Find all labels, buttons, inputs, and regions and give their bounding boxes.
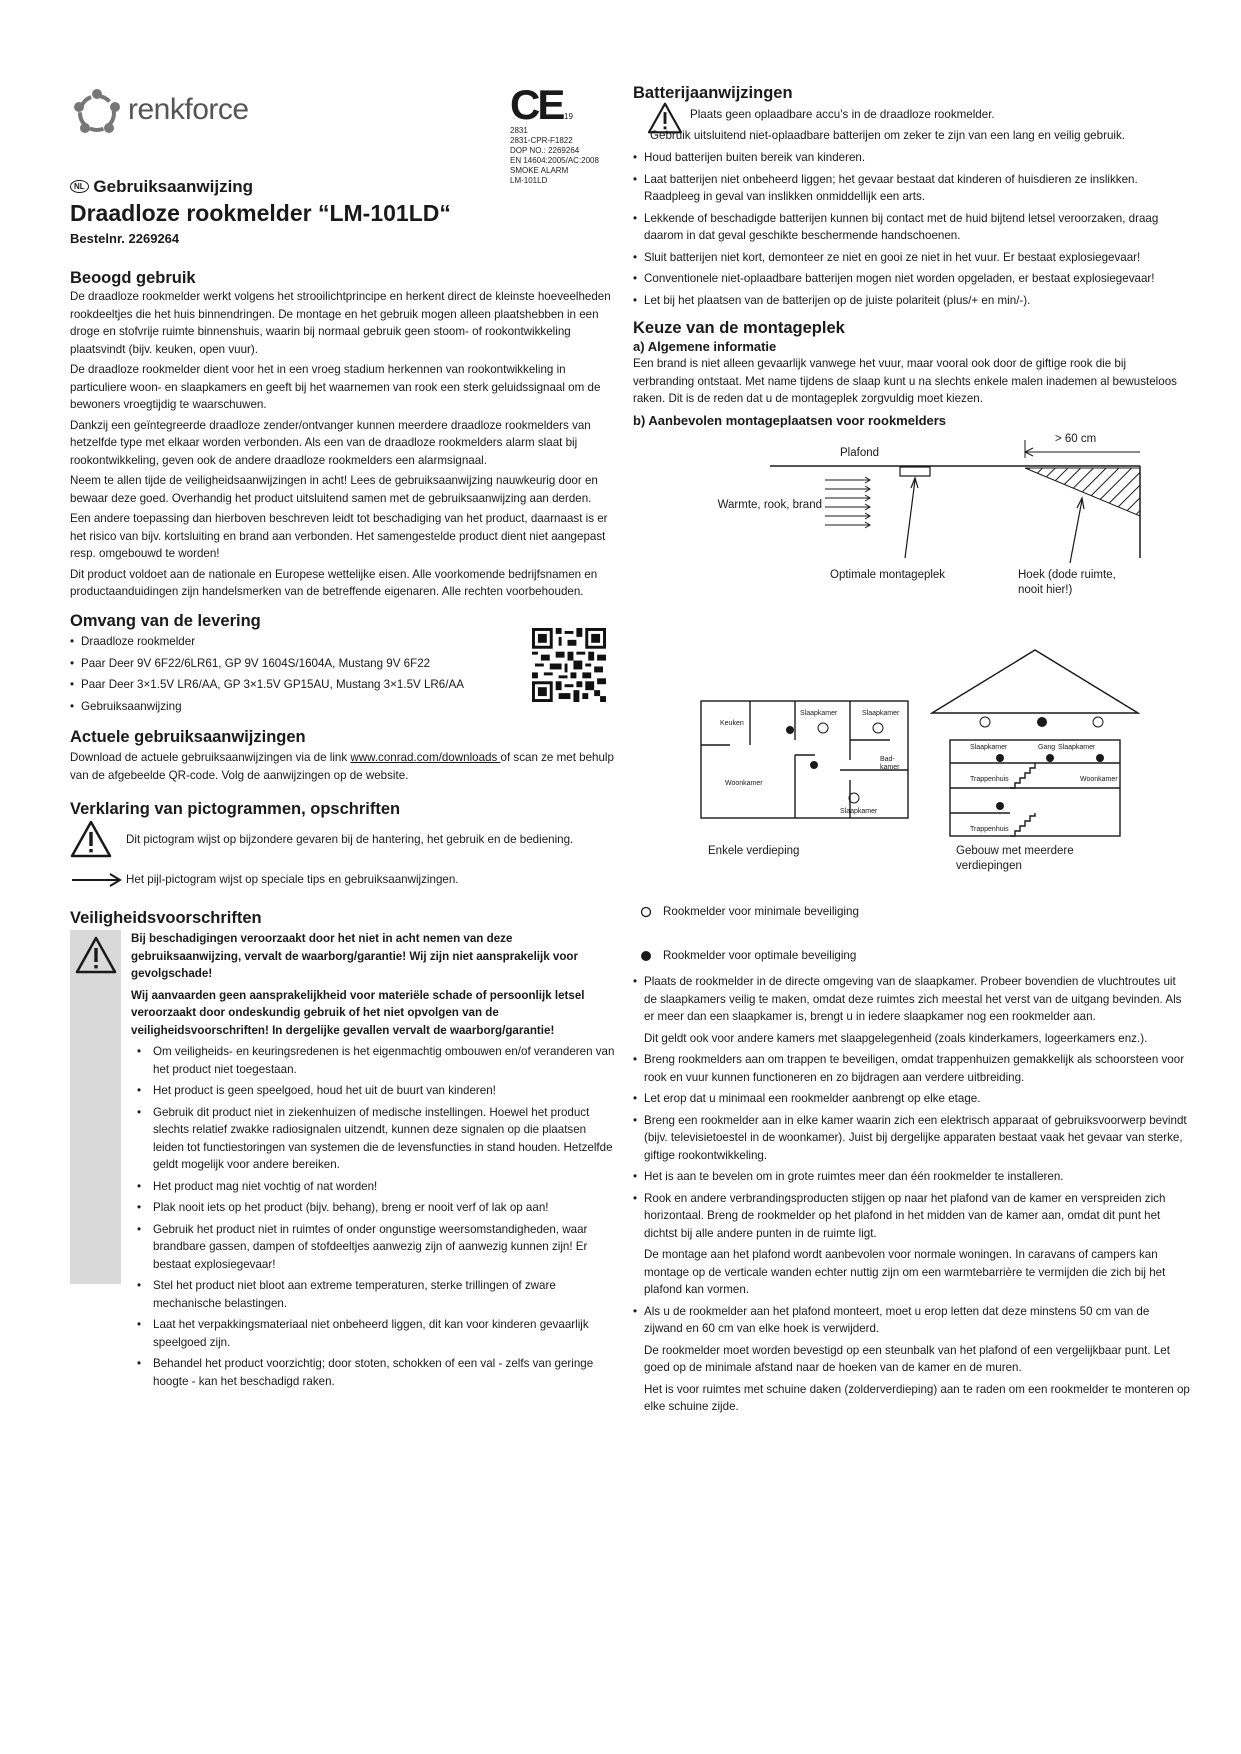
battery-warning-1: Plaats geen oplaadbare accu’s in de draadloze rookmelder. [690, 108, 995, 121]
list-item: • Paar Deer 3×1.5V LR6/AA, GP 3×1.5V GP15AU, Mustang 3×1.5V LR6/AA [70, 676, 510, 694]
list-item: • Als u de rookmelder aan het plafond monteert, moet u erop letten dat deze minstens 50 cm van de zijwand en 60 cm van elke hoek is verwijderd. De rookmelder moet worden bevestigd op een steunbalk van het plafond of een vergelijkbaar punt. Let goed op de minimale afstand naar de hoeken van de kamer en de muren. Het is voor ruimtes met schuine daken (zolderverdieping) aan te raden om een rookmelder te monteren op elke schuine zijde. [633, 1303, 1191, 1416]
renkforce-logo-icon [70, 87, 124, 137]
safety-sidebar [70, 930, 121, 1284]
legend-optimal: Rookmelder voor optimale beveiliging [663, 949, 857, 962]
page-title: Draadloze rookmelder “LM-101LD“ [70, 200, 451, 226]
warning-triangle-icon [75, 936, 117, 974]
filled-circle-icon [640, 950, 652, 962]
arrow-pictogram-text: Het pijl-pictogram wijst op speciale tips en gebruiksaanwijzingen. [126, 873, 459, 886]
paragraph: Een andere toepassing dan hierboven beschreven leidt tot beschadiging van het product, daarnaast is er het risico van bijv. kortsluiting en brand aan verbonden. Het samengestelde product dient niet aangepast resp. omgebouwd te worden! [70, 512, 608, 560]
delivery-section [70, 611, 510, 719]
room-label: Keuken [720, 720, 744, 727]
list-item: • Paar Deer 9V 6F22/6LR61, GP 9V 1604S/1604A, Mustang 9V 6F22 [70, 655, 510, 673]
warning-triangle-icon [70, 820, 112, 858]
mounting-section [633, 318, 1188, 429]
intended-use-heading: Beoogd gebruik [70, 269, 196, 287]
list-item: • Draadloze rookmelder [70, 633, 510, 651]
ce-line: LM-101LD [510, 176, 548, 185]
house-svg [930, 648, 1140, 838]
legend-minimal: Rookmelder voor minimale beveiliging [663, 905, 859, 918]
batteries-heading: Batterijaanwijzingen [633, 84, 793, 102]
battery-warning-2: Gebruik uitsluitend niet-oplaadbare batterijen om zeker te zijn van een lang en veilig gebruik. [650, 129, 1125, 142]
batteries-list [633, 149, 1188, 313]
ce-line: 2831 [510, 126, 528, 135]
qr-code[interactable] [532, 628, 606, 702]
list-item: • Het product mag niet vochtig of nat worden! [131, 1178, 618, 1196]
room-label: Slaapkamer [1058, 744, 1096, 751]
safety-body [131, 930, 618, 1394]
paragraph: De draadloze rookmelder werkt volgens het strooilichtprincipe en herkent direct de kleinste hoeveelheden rookdeeltjes die het huis binnendringen. De montage en het gebruik mogen alleen plaatshebben in een droge en stofvrije ruimte binnenshuis, waarin bij normaal gebruik geen stoom- of rookontwikkeling plaatsvindt (bijv. keuken, open vuur). [70, 290, 611, 356]
room-label: Gang [1038, 744, 1056, 751]
room-label: Slaapkamer [840, 808, 878, 815]
mounting-heading: Keuze van de montageplek [633, 319, 845, 337]
mounting-list [633, 973, 1191, 1420]
multi-floor-plan [930, 648, 1140, 838]
list-item: • Om veiligheids- en keuringsredenen is het eigenmachtig ombouwen en/of veranderen van het product niet toegestaan. [131, 1043, 618, 1078]
single-floor-svg [700, 700, 910, 820]
list-item: • Het product is geen speelgoed, houd het uit de buurt van kinderen! [131, 1082, 618, 1100]
list-item: • Gebruik dit product niet in ziekenhuizen of medische instellingen. Hoewel het product slechts relatief zwakke radiosignalen uitzendt, kunnen deze signalen op die plaatsen leiden tot functiestoringen van systemen die de levensfuncties in stand houden. Hetzelfde geldt mogelijk voor andere bereiken. [131, 1104, 618, 1174]
lang-badge: NL [70, 180, 89, 193]
paragraph: Een brand is niet alleen gevaarlijk vanwege het vuur, maar vooral ook door de giftige rook die bij verbranding ontstaat. Met name tijdens de slaap kunt u na slechts enkele malen inademen al bewusteloos raken. Dit is de reden dat u de montageplek zorgvuldig moet kiezen. [633, 357, 1177, 405]
room-label: Woonkamer [725, 780, 763, 787]
title-block [70, 176, 590, 248]
list-item: • Rook en andere verbrandingsproducten stijgen op naar het plafond van de kamer en verspreiden zich horizontaal. Breng de rookmelder op het plafond in het midden van de kamer aan, omdat dit punt het dichtst bij alle andere punten in de ruimte ligt. De montage aan het plafond wordt aanbevolen voor normale woningen. In caravans of campers kan montage op de verticale wanden echter nuttig zijn om een warmtebarrière te vermijden die zich bij het plafond kan vormen. [633, 1190, 1191, 1299]
multi-floor-caption: Gebouw met meerdere verdiepingen [956, 845, 1074, 872]
paragraph: Dit product voldoet aan de nationale en Europese wettelijke eisen. Alle voorkomende bedrijfsnamen en productaanduidingen zijn handelsmerken van de betreffende eigenaren. Alle rechten voorbehouden. [70, 567, 598, 598]
safety-bold-text: Wij aanvaarden geen aansprakelijkheid voor materiële schade of persoonlijk letsel veroorzaakt door ondeskundig gebruik of het niet opvolgen van de veiligheidsvoorschriften! In dergelijke gevallen vervalt de waarborg/garantie! [131, 988, 585, 1037]
list-item: • Let bij het plaatsen van de batterijen op de juiste polariteit (plus/+ en min/-). [633, 292, 1188, 310]
list-item: • Sluit batterijen niet kort, demonteer ze niet en gooi ze niet in het vuur. Er bestaat explosiegevaar! [633, 249, 1188, 267]
list-item: • Het is aan te bevelen om in grote ruimtes meer dan één rookmelder te installeren. [633, 1168, 1191, 1186]
list-item: • Conventionele niet-oplaadbare batterijen mogen niet worden opgeladen, er bestaat explosiegevaar! [633, 270, 1188, 288]
paragraph: De draadloze rookmelder dient voor het in een vroeg stadium herkennen van rookontwikkeling in particuliere woon- en slaapkamers en geeft bij het waarnemen van rook een sterk geluidssignaal om de bewoners vroegtijdig te waarschuwen. [70, 363, 601, 411]
brand-logo [70, 87, 270, 137]
room-label: Slaapkamer [862, 710, 900, 717]
paragraph: Download de actuele gebruiksaanwijzingen via de link www.conrad.com/downloads of scan ze met behulp van de afgebeelde QR-code. Volg de aanwijzingen op de website. [70, 751, 614, 782]
single-floor-caption: Enkele verdieping [708, 845, 800, 857]
paragraph: De montage aan het plafond wordt aanbevolen voor normale woningen. In caravans of campers kan montage op de verticale wanden echter nuttig zijn om een warmtebarrière te vermijden die zich bij het plafond kan vormen. [644, 1248, 1166, 1296]
corner-label: Hoek (dode ruimte, nooit hier!) [1018, 569, 1116, 596]
optimal-label: Optimale montageplek [830, 569, 946, 581]
paragraph: De rookmelder moet worden bevestigd op een steunbalk van het plafond of een vergelijkbaar punt. Let goed op de minimale afstand naar de hoeken van de kamer en de muren. [644, 1343, 1170, 1374]
brand-name: renkforce [128, 93, 249, 126]
list-item: • Let erop dat u minimaal een rookmelder aanbrengt op elke etage. [633, 1090, 1191, 1108]
list-item: • Plaats de rookmelder in de directe omgeving van de slaapkamer. Probeer bovendien de vluchtroutes uit de slaapkamers veilig te maken, omdat deze ruimtes zich meestal het verst van de uitgang bevinden. Als er meer dan een slaapkamer is, brengt u in iedere slaapkamer nog een rookmelder aan. Dit geldt ook voor andere kamers met slaapgelegenheid (zoals kinderkamers, logeerkamers enz.). [633, 973, 1191, 1047]
room-label: Slaapkamer [800, 710, 838, 717]
list-item: • Behandel het product voorzichtig; door stoten, schokken of een val - zelfs van geringe hoogte - kan het beschadigd raken. [131, 1355, 618, 1390]
list-item: • Laat het verpakkingsmateriaal niet onbeheerd liggen, dit kan voor kinderen gevaarlijk speelgoed zijn. [131, 1316, 618, 1351]
paragraph: Neem te allen tijde de veiligheidsaanwijzingen in acht! Lees de gebruiksaanwijzing nauwkeurig door en bewaar deze goed. Overhandig het product uitsluitend samen met de gebruiksaanwijzing aan derden. [70, 474, 598, 505]
room-label: Trappenhuis [970, 826, 1009, 833]
paragraph: Dit geldt ook voor andere kamers met slaapgelegenheid (zoals kinderkamers, logeerkamers enz.). [644, 1031, 1148, 1045]
safety-bold-text: Bij beschadigingen veroorzaakt door het niet in acht nemen van deze gebruiksaanwijzing, vervalt de waarborg/garantie! Wij zijn niet aansprakelijk voor gevolgschade! [131, 932, 579, 980]
room-label: Slaapkamer [970, 744, 1008, 751]
list-item: • Stel het product niet bloot aan extreme temperaturen, sterke trillingen of zware mechanische belastingen. [131, 1277, 618, 1312]
order-number: Bestelnr. 2269264 [70, 231, 180, 246]
paragraph: Dankzij een geïntegreerde draadloze zender/ontvanger kunnen meerdere draadloze rookmelders van hetzelfde type met elkaar worden verbonden. Als een van de draadloze rookmelders alarm slaat bij rookontwikkeling, geven ook de andere draadloze rookmelders een alarmsignaal. [70, 418, 591, 467]
manual-label: Gebruiksaanwijzing [93, 177, 254, 196]
ce-mark: CE 19 [510, 81, 573, 128]
pictograms-section [70, 799, 618, 819]
list-item: • Lekkende of beschadigde batterijen kunnen bij contact met de huid bijtend letsel veroorzaken, draag daarom in dat geval geschikte beschermende handschoenen. [633, 210, 1188, 245]
list-item: • Gebruik het product niet in ruimtes of onder ongunstige weersomstandigheden, waar brandbare gassen, dampen of stofdeeltjes aanwezig zijn of aanwezig kunnen zijn! Er bestaat explosiegevaar! [131, 1221, 618, 1274]
safety-section [70, 908, 618, 928]
delivery-heading: Omvang van de levering [70, 612, 261, 630]
downloads-link[interactable]: www.conrad.com/downloads [350, 751, 501, 764]
ce-block [510, 81, 600, 186]
ce-line: SMOKE ALARM [510, 166, 569, 175]
single-floor-plan [700, 700, 910, 820]
mounting-sub-b: b) Aanbevolen montageplaatsen voor rookmelders [633, 412, 947, 428]
ce-line: EN 14604:2005/AC:2008 [510, 156, 599, 165]
safety-heading: Veiligheidsvoorschriften [70, 909, 262, 927]
list-item: • Gebruiksaanwijzing [70, 698, 510, 716]
list-item: • Breng een rookmelder aan in elke kamer waarin zich een elektrisch apparaat of gebruiksvoorwerp bevindt (bijv. televisietoestel in de woonkamer). Juist bij dergelijke apparaten bestaat vaak het gevaar van sterke, giftige rookontwikkeling. [633, 1112, 1191, 1165]
room-label: Woonkamer [1080, 776, 1118, 783]
list-item: • Houd batterijen buiten bereik van kinderen. [633, 149, 1188, 167]
heat-label: Warmte, rook, brand [717, 499, 822, 511]
list-item: • Laat batterijen niet onbeheerd liggen; het gevaar bestaat dat kinderen of huisdieren ze inslikken. Raadpleeg in geval van inslikken onmiddellijk een arts. [633, 171, 1188, 206]
intended-use-section [70, 268, 618, 604]
ceiling-diagram [700, 428, 1160, 603]
warning-pictogram-text: Dit pictogram wijst op bijzondere gevaren bij de hantering, het gebruik en de bediening. [126, 833, 574, 846]
room-label: Bad-kamer [880, 756, 900, 771]
list-item: • Plak nooit iets op het product (bijv. behang), breng er nooit verf of lak op aan! [131, 1199, 618, 1217]
ce-line: DOP NO.: 2269264 [510, 146, 580, 155]
arrow-right-icon [72, 873, 122, 887]
list-item: • Breng rookmelders aan om trappen te beveiligen, omdat trappenhuizen gemakkelijk als schoorsteen voor rook en vuur kunnen functioneren en zo bijdragen aan verdere uitbreiding. [633, 1051, 1191, 1086]
current-manuals-heading: Actuele gebruiksaanwijzingen [70, 728, 306, 746]
room-label: Trappenhuis [970, 776, 1009, 783]
pictograms-heading: Verklaring van pictogrammen, opschriften [70, 800, 401, 818]
ce-line: 2831-CPR-F1822 [510, 136, 573, 145]
distance-label: > 60 cm [1055, 433, 1097, 445]
current-manuals-section [70, 727, 618, 787]
ceiling-label: Plafond [840, 447, 880, 459]
batteries-section [633, 83, 1188, 103]
mounting-sub-a: a) Algemene informatie [633, 339, 777, 354]
open-circle-icon [640, 906, 652, 918]
paragraph: Het is voor ruimtes met schuine daken (zolderverdieping) aan te raden om een rookmelder te monteren op elke schuine zijde. [644, 1382, 1190, 1413]
